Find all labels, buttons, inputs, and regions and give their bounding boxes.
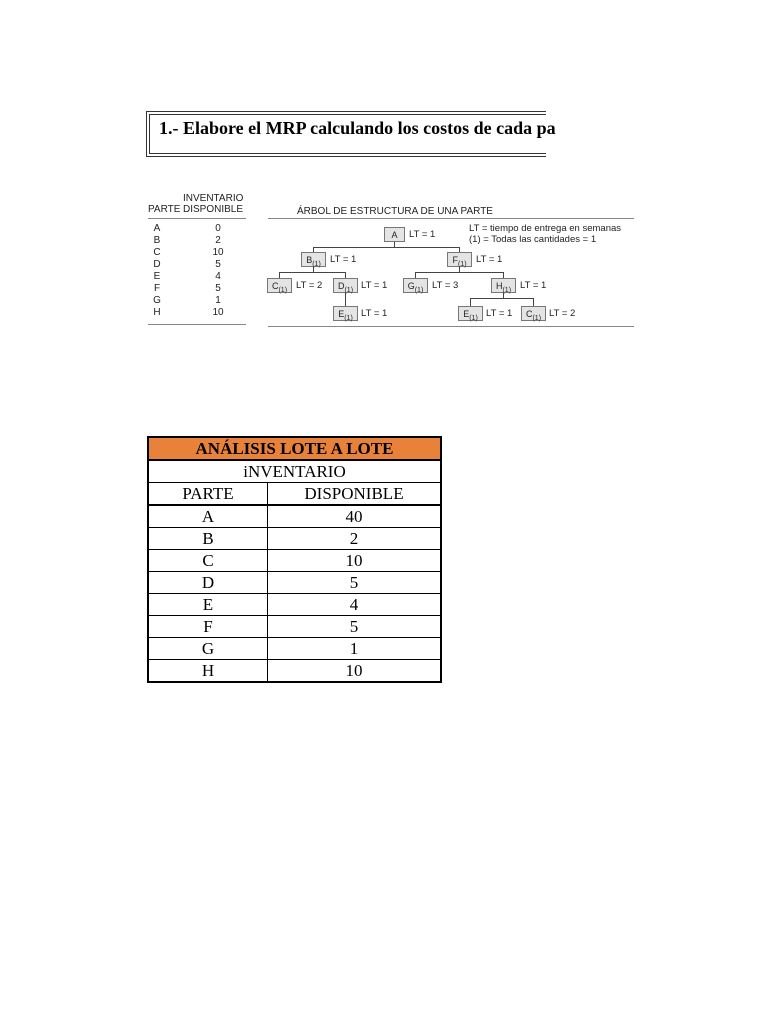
lote-table — [147, 436, 442, 683]
cell-value: 1 — [268, 638, 442, 660]
tree-node-b: $B_{(1)}$ — [301, 252, 326, 267]
table-subheader: iNVENTARIO — [148, 460, 441, 483]
title-box — [146, 111, 556, 157]
cell-part: G — [148, 638, 268, 660]
connector — [313, 247, 459, 248]
lt-label: LT = 1 — [520, 280, 547, 291]
tree-node-c: $C_{(1)}$ — [521, 306, 546, 321]
table-column-row — [148, 483, 441, 506]
tree-node-c: $C_{(1)}$ — [267, 278, 292, 293]
table-header-row — [148, 437, 441, 460]
lt-label: LT = 2 — [296, 280, 323, 291]
cell-part: E — [148, 594, 268, 616]
cell-part: A — [148, 505, 268, 528]
lt-label: LT = 1 — [409, 229, 436, 240]
cell-part: H — [148, 660, 268, 683]
table-subheader-row — [148, 460, 441, 483]
table-row — [148, 616, 441, 638]
legend-lt: LT = tiempo de entrega en semanas — [469, 223, 622, 234]
cell-value: 5 — [268, 572, 442, 594]
tree-rule-bottom — [268, 326, 634, 327]
lt-label: LT = 2 — [549, 308, 576, 319]
bom-figure: INVENTARIO PARTE DISPONIBLE A 0 B 2 C 10 D 5 E 4 F 5 G 1 H 10 ÁRBOL DE ESTRUCTURA DE UNA PARTE LT = tiempo de entrega en semanas (1) = Todas las cantidades = 1 A LT = 1 $B_{(1)}$ LT = 1 $F_{(1)}$ LT = 1 $C_{(1)}$ LT = 2 $D_{(1)}$ LT = 1 $G_{(1)}$ LT = 3 $H_{(1)}$ LT = 1 $E_{(1)}$ LT = 1 $E_{(1)}$ LT = 1 $C_{(1)}$ LT = 2 — [146, 190, 646, 335]
table-row — [148, 660, 441, 683]
tree-node-e: $E_{(1)}$ — [458, 306, 483, 321]
inventory-header-line1: INVENTARIO — [183, 193, 244, 204]
tree-rule-top — [268, 218, 634, 219]
lt-label: LT = 1 — [361, 280, 388, 291]
exercise-title: 1.- Elabore el MRP calculando los costos de cada pa — [159, 118, 556, 138]
connector — [415, 272, 503, 273]
lt-label: LT = 1 — [361, 308, 388, 319]
tree-node-h: $H_{(1)}$ — [491, 278, 516, 293]
cell-value: 5 — [268, 616, 442, 638]
cell-part: C — [148, 550, 268, 572]
connector — [470, 298, 533, 299]
inventory-rule-bottom — [148, 324, 246, 325]
cell-value: 10 — [268, 660, 442, 683]
cell-part: B — [148, 528, 268, 550]
lt-label: LT = 1 — [476, 254, 503, 265]
cell-part: F — [148, 616, 268, 638]
tree-node-e: $E_{(1)}$ — [333, 306, 358, 321]
cell-value: 4 — [268, 594, 442, 616]
legend-qty: (1) = Todas las cantidades = 1 — [469, 234, 597, 245]
connector — [470, 298, 471, 306]
lt-label: LT = 1 — [486, 308, 513, 319]
tree-node-d: $D_{(1)}$ — [333, 278, 358, 293]
table-row — [148, 594, 441, 616]
lt-label: LT = 1 — [330, 254, 357, 265]
table-row — [148, 572, 441, 594]
tree-node-f: $F_{(1)}$ — [447, 252, 472, 267]
table-row — [148, 505, 441, 528]
inventory-header-line2: DISPONIBLE — [183, 204, 244, 215]
tree-node-a: A — [384, 227, 405, 242]
inventory-rule-top — [148, 218, 246, 219]
table-row — [148, 528, 441, 550]
column-header-part: PARTE — [148, 483, 268, 506]
connector — [279, 272, 345, 273]
tree-title: ÁRBOL DE ESTRUCTURA DE UNA PARTE — [297, 206, 493, 217]
cell-value: 2 — [268, 528, 442, 550]
table-row — [148, 638, 441, 660]
cell-value: 10 — [268, 550, 442, 572]
cell-value: 40 — [268, 505, 442, 528]
table-row — [148, 550, 441, 572]
tree-node-g: $G_{(1)}$ — [403, 278, 428, 293]
lt-label: LT = 3 — [432, 280, 459, 291]
table-header: ANÁLISIS LOTE A LOTE — [148, 437, 441, 460]
connector — [533, 298, 534, 306]
column-header-available: DISPONIBLE — [268, 483, 442, 506]
inventory-header-part: PARTE — [148, 204, 181, 215]
cell-part: D — [148, 572, 268, 594]
connector — [345, 293, 346, 306]
